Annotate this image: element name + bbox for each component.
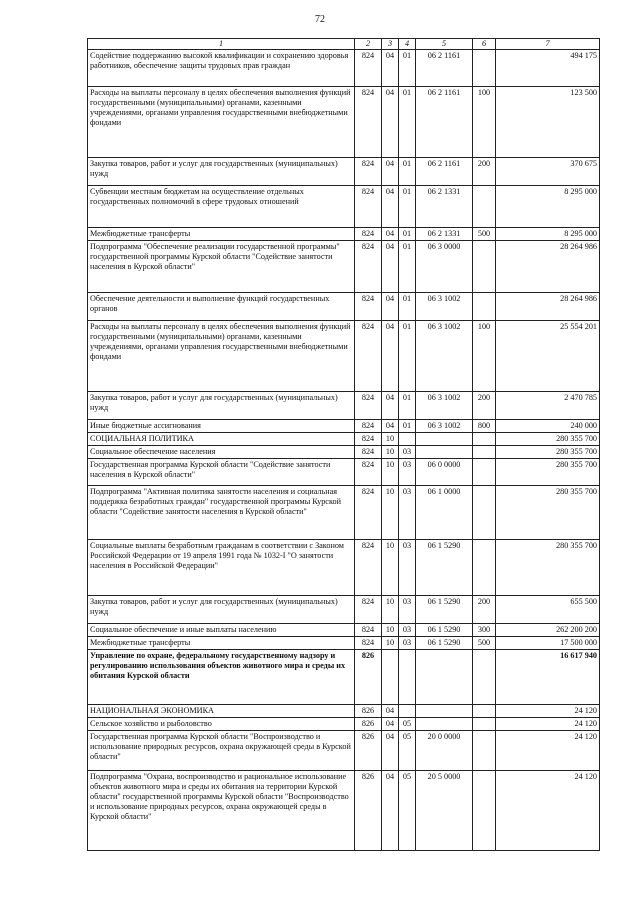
row-section-cell: 04: [382, 50, 399, 87]
row-admin-code-cell: 826: [355, 731, 382, 771]
row-admin-code-cell: 824: [355, 50, 382, 87]
row-amount-cell: 123 500: [496, 87, 600, 158]
row-section-cell: 04: [382, 241, 399, 293]
row-expense-type-cell: 200: [473, 392, 496, 420]
row-section-cell: 04: [382, 228, 399, 241]
row-amount-cell: 24 120: [496, 705, 600, 718]
row-admin-code-cell: 824: [355, 241, 382, 293]
row-section-cell: 10: [382, 624, 399, 637]
row-amount-cell: 280 355 700: [496, 433, 600, 446]
row-admin-code-cell: 824: [355, 446, 382, 459]
row-target-article-cell: 06 2 1161: [416, 158, 473, 186]
row-name-cell: Межбюджетные трансферты: [88, 228, 355, 241]
table-row: [88, 158, 600, 186]
row-amount-cell: 280 355 700: [496, 486, 600, 540]
row-expense-type-cell: [473, 241, 496, 293]
row-name-cell: Расходы на выплаты персоналу в целях обеспечения выполнения функций государственными (муниципальными) органами, казенными учреждениями, органами управления государственными внебюджетными фондами: [88, 321, 355, 392]
row-section-cell: 10: [382, 596, 399, 624]
row-section-cell: [382, 650, 399, 705]
row-target-article-cell: 06 1 0000: [416, 486, 473, 540]
row-amount-cell: 24 120: [496, 731, 600, 771]
row-subsection-cell: 01: [399, 87, 416, 158]
row-subsection-cell: 05: [399, 718, 416, 731]
table-row: [88, 637, 600, 650]
table-row: [88, 624, 600, 637]
table-row: [88, 186, 600, 228]
row-admin-code-cell: 824: [355, 540, 382, 596]
row-amount-cell: 24 120: [496, 718, 600, 731]
row-admin-code-cell: 824: [355, 392, 382, 420]
row-section-cell: 04: [382, 158, 399, 186]
row-target-article-cell: 06 3 1002: [416, 420, 473, 433]
row-expense-type-cell: 100: [473, 321, 496, 392]
row-amount-cell: 28 264 986: [496, 241, 600, 293]
row-subsection-cell: 05: [399, 771, 416, 851]
table-row: [88, 433, 600, 446]
row-subsection-cell: 01: [399, 158, 416, 186]
row-name-cell: Государственная программа Курской области "Воспроизводство и использование природных ресурсов, охрана окружающей среды в Курской области": [88, 731, 355, 771]
row-section-cell: 04: [382, 293, 399, 321]
page-number: 72: [315, 14, 325, 25]
row-section-cell: 04: [382, 186, 399, 228]
row-target-article-cell: [416, 433, 473, 446]
row-target-article-cell: [416, 650, 473, 705]
row-target-article-cell: 06 2 1161: [416, 87, 473, 158]
row-name-cell: Субвенции местным бюджетам на осуществление отдельных государственных полномочий в сфере трудовых отношений: [88, 186, 355, 228]
row-target-article-cell: 06 3 1002: [416, 321, 473, 392]
row-target-article-cell: 06 3 1002: [416, 293, 473, 321]
row-expense-type-cell: 800: [473, 420, 496, 433]
row-amount-cell: 2 470 785: [496, 392, 600, 420]
row-target-article-cell: 06 1 5290: [416, 637, 473, 650]
row-expense-type-cell: 100: [473, 87, 496, 158]
table-row: [88, 241, 600, 293]
row-name-cell: Обеспечение деятельности и выполнение функций государственных органов: [88, 293, 355, 321]
table-row: [88, 540, 600, 596]
row-target-article-cell: [416, 705, 473, 718]
row-name-cell: Содействие поддержанию высокой квалификации и сохранению здоровья работников, обеспечение защиты трудовых прав граждан: [88, 50, 355, 87]
table-row: [88, 486, 600, 540]
row-name-cell: Подпрограмма "Охрана, воспроизводство и рациональное использование объектов животного мира и среды их обитания на территории Курской области" государственной программы Курской области "Воспроизводство и использование природных ресурсов, охрана окружающей среды в Курской области": [88, 771, 355, 851]
row-target-article-cell: 06 2 1331: [416, 228, 473, 241]
row-admin-code-cell: 824: [355, 637, 382, 650]
row-expense-type-cell: [473, 186, 496, 228]
row-expense-type-cell: 200: [473, 596, 496, 624]
row-name-cell: СОЦИАЛЬНАЯ ПОЛИТИКА: [88, 433, 355, 446]
table-row: [88, 596, 600, 624]
row-section-cell: 10: [382, 540, 399, 596]
row-section-cell: 04: [382, 321, 399, 392]
row-amount-cell: 494 175: [496, 50, 600, 87]
column-header: 7: [496, 39, 600, 50]
row-target-article-cell: 06 0 0000: [416, 459, 473, 486]
row-target-article-cell: 06 2 1331: [416, 186, 473, 228]
row-subsection-cell: 01: [399, 228, 416, 241]
row-admin-code-cell: 824: [355, 596, 382, 624]
row-section-cell: 10: [382, 446, 399, 459]
row-subsection-cell: 01: [399, 241, 416, 293]
row-name-cell: Сельское хозяйство и рыболовство: [88, 718, 355, 731]
row-name-cell: Закупка товаров, работ и услуг для государственных (муниципальных) нужд: [88, 158, 355, 186]
column-header: 1: [88, 39, 355, 50]
row-admin-code-cell: 826: [355, 718, 382, 731]
row-amount-cell: 8 295 000: [496, 186, 600, 228]
row-name-cell: Иные бюджетные ассигнования: [88, 420, 355, 433]
row-admin-code-cell: 826: [355, 650, 382, 705]
row-admin-code-cell: 826: [355, 705, 382, 718]
row-admin-code-cell: 824: [355, 433, 382, 446]
row-name-cell: Закупка товаров, работ и услуг для государственных (муниципальных) нужд: [88, 596, 355, 624]
row-amount-cell: 28 264 986: [496, 293, 600, 321]
table-row: [88, 718, 600, 731]
row-subsection-cell: 01: [399, 392, 416, 420]
row-name-cell: Расходы на выплаты персоналу в целях обеспечения выполнения функций государственными (муниципальными) органами, казенными учреждениями, органами управления государственными внебюджетными фондами: [88, 87, 355, 158]
row-admin-code-cell: 824: [355, 293, 382, 321]
row-target-article-cell: 06 3 1002: [416, 392, 473, 420]
row-amount-cell: 655 500: [496, 596, 600, 624]
row-target-article-cell: 06 2 1161: [416, 50, 473, 87]
table-row: [88, 87, 600, 158]
budget-table: [87, 38, 600, 851]
table-row: [88, 420, 600, 433]
row-section-cell: 10: [382, 486, 399, 540]
row-admin-code-cell: 824: [355, 186, 382, 228]
table-row: [88, 228, 600, 241]
table-row: [88, 392, 600, 420]
row-admin-code-cell: 824: [355, 321, 382, 392]
row-subsection-cell: 01: [399, 293, 416, 321]
row-section-cell: 04: [382, 705, 399, 718]
row-subsection-cell: 03: [399, 540, 416, 596]
row-expense-type-cell: [473, 540, 496, 596]
row-name-cell: Подпрограмма "Обеспечение реализации государственной программы" государственной программы Курской области "Содействие занятости населения в Курской области": [88, 241, 355, 293]
row-amount-cell: 8 295 000: [496, 228, 600, 241]
row-expense-type-cell: [473, 459, 496, 486]
row-admin-code-cell: 824: [355, 87, 382, 158]
row-name-cell: НАЦИОНАЛЬНАЯ ЭКОНОМИКА: [88, 705, 355, 718]
row-expense-type-cell: [473, 718, 496, 731]
row-amount-cell: 17 500 000: [496, 637, 600, 650]
row-section-cell: 10: [382, 459, 399, 486]
table-row: [88, 293, 600, 321]
row-section-cell: 04: [382, 771, 399, 851]
column-header: 5: [416, 39, 473, 50]
row-subsection-cell: 03: [399, 624, 416, 637]
column-header: 3: [382, 39, 399, 50]
row-expense-type-cell: [473, 486, 496, 540]
row-target-article-cell: 06 1 5290: [416, 624, 473, 637]
row-section-cell: 04: [382, 420, 399, 433]
column-header: 2: [355, 39, 382, 50]
row-target-article-cell: 20 0 0000: [416, 731, 473, 771]
row-subsection-cell: 03: [399, 459, 416, 486]
table-header-row: [88, 39, 600, 50]
row-amount-cell: 370 675: [496, 158, 600, 186]
row-name-cell: Социальное обеспечение населения: [88, 446, 355, 459]
row-admin-code-cell: 824: [355, 228, 382, 241]
table-row: [88, 705, 600, 718]
row-subsection-cell: 01: [399, 321, 416, 392]
row-name-cell: Управление по охране, федеральному государственному надзору и регулированию использования объектов животного мира и среды их обитания Курской области: [88, 650, 355, 705]
row-name-cell: Социальные выплаты безработным гражданам в соответствии с Законом Российской Федерации от 19 апреля 1991 года № 1032-I "О занятости населения в Российской Федерации": [88, 540, 355, 596]
row-target-article-cell: [416, 718, 473, 731]
row-section-cell: 04: [382, 87, 399, 158]
row-name-cell: Подпрограмма "Активная политика занятости населения и социальная поддержка безработных граждан" государственной программы Курской области "Содействие занятости населения в Курской области": [88, 486, 355, 540]
row-section-cell: 10: [382, 637, 399, 650]
row-expense-type-cell: [473, 705, 496, 718]
row-expense-type-cell: [473, 731, 496, 771]
row-admin-code-cell: 824: [355, 459, 382, 486]
row-target-article-cell: [416, 446, 473, 459]
row-expense-type-cell: 200: [473, 158, 496, 186]
row-name-cell: Социальное обеспечение и иные выплаты населению: [88, 624, 355, 637]
row-subsection-cell: 05: [399, 731, 416, 771]
row-expense-type-cell: [473, 293, 496, 321]
row-section-cell: 04: [382, 731, 399, 771]
row-amount-cell: 280 355 700: [496, 459, 600, 486]
row-section-cell: 10: [382, 433, 399, 446]
row-section-cell: 04: [382, 392, 399, 420]
row-amount-cell: 16 617 940: [496, 650, 600, 705]
column-header: 4: [399, 39, 416, 50]
table-row: [88, 731, 600, 771]
row-admin-code-cell: 824: [355, 486, 382, 540]
row-expense-type-cell: [473, 50, 496, 87]
row-target-article-cell: 06 1 5290: [416, 540, 473, 596]
row-name-cell: Закупка товаров, работ и услуг для государственных (муниципальных) нужд: [88, 392, 355, 420]
row-amount-cell: 280 355 700: [496, 540, 600, 596]
row-target-article-cell: 06 3 0000: [416, 241, 473, 293]
row-subsection-cell: 03: [399, 596, 416, 624]
row-subsection-cell: [399, 705, 416, 718]
table-row: [88, 650, 600, 705]
row-section-cell: 04: [382, 718, 399, 731]
row-admin-code-cell: 824: [355, 158, 382, 186]
row-expense-type-cell: [473, 446, 496, 459]
row-admin-code-cell: 826: [355, 771, 382, 851]
table-row: [88, 446, 600, 459]
table-row: [88, 459, 600, 486]
row-amount-cell: 280 355 700: [496, 446, 600, 459]
row-amount-cell: 262 200 200: [496, 624, 600, 637]
column-header: 6: [473, 39, 496, 50]
row-expense-type-cell: 300: [473, 624, 496, 637]
table-body: [88, 50, 600, 851]
row-subsection-cell: 03: [399, 486, 416, 540]
table-row: [88, 321, 600, 392]
row-subsection-cell: 03: [399, 637, 416, 650]
row-amount-cell: 240 000: [496, 420, 600, 433]
row-amount-cell: 25 554 201: [496, 321, 600, 392]
row-subsection-cell: 01: [399, 50, 416, 87]
row-name-cell: Государственная программа Курской области "Содействие занятости населения в Курской области": [88, 459, 355, 486]
row-admin-code-cell: 824: [355, 624, 382, 637]
row-expense-type-cell: [473, 771, 496, 851]
row-expense-type-cell: 500: [473, 637, 496, 650]
row-expense-type-cell: [473, 433, 496, 446]
row-subsection-cell: [399, 433, 416, 446]
table-row: [88, 771, 600, 851]
row-expense-type-cell: [473, 650, 496, 705]
row-target-article-cell: 20 5 0000: [416, 771, 473, 851]
row-expense-type-cell: 500: [473, 228, 496, 241]
row-subsection-cell: [399, 650, 416, 705]
row-name-cell: Межбюджетные трансферты: [88, 637, 355, 650]
table-row: [88, 50, 600, 87]
row-admin-code-cell: 824: [355, 420, 382, 433]
row-subsection-cell: 01: [399, 186, 416, 228]
row-subsection-cell: 03: [399, 446, 416, 459]
row-subsection-cell: 01: [399, 420, 416, 433]
row-amount-cell: 24 120: [496, 771, 600, 851]
row-target-article-cell: 06 1 5290: [416, 596, 473, 624]
